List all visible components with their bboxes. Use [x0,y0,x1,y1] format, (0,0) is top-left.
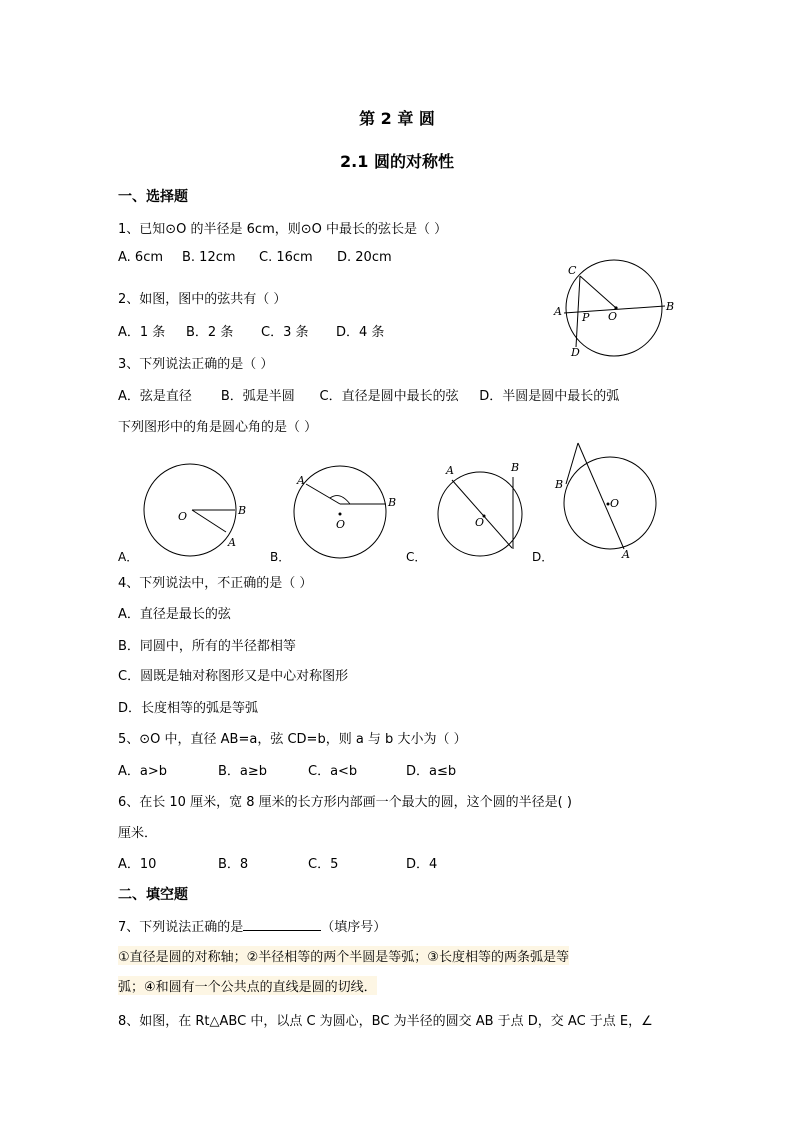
q2-label-c: C [568,264,577,277]
q2-label-o: O [608,310,618,323]
q6-text: 6、在长 10 厘米，宽 8 厘米的长方形内部画一个最大的圆，这个圆的半径是( ) [118,795,572,810]
q6-option-b: B．8 [218,857,249,872]
fig-d-label-b: B [555,478,564,491]
q7-statements-line2: 弧；④和圆有一个公共点的直线是圆的切线． [118,976,377,995]
q2-option-d: D．4 条 [336,325,385,340]
q2-option-c: C．3 条 [261,325,309,340]
fig-c-diameter [452,480,512,548]
fig-d-label-a: A [622,548,630,561]
fig-b-option-label: B． [270,550,291,564]
q2-circle [566,260,662,356]
q4-text: 4、下列说法中，不正确的是（ ） [118,576,313,591]
fig-c-label-a: A [446,464,454,477]
q6-option-c: C．5 [308,857,339,872]
fig-a-option-label: A． [118,550,139,564]
q5-options [118,760,456,779]
fig-b [286,460,406,560]
q7-text [118,916,386,935]
q1-option-b: B. 12cm [182,250,236,265]
fig-d [552,440,664,562]
q5-option-b: B．a≥b [218,764,268,779]
q2-circle-figure [550,258,680,363]
q1-options [118,250,392,265]
q5-option-d: D．a≤b [406,764,457,779]
q1-text: 1、已知⊙O 的半径是 6cm，则⊙O 中最长的弦长是（ ） [118,222,448,237]
fig-a [140,460,260,560]
q5-text: 5、⊙O 中，直径 AB=a，弦 CD=b，则 a 与 b 大小为（ ） [118,732,467,747]
fig-d-option-label: D． [532,550,554,564]
fig-b-label-a: A [297,474,305,487]
fig-d-secant [578,443,624,549]
chapter-title: 第 2 章 圆 [359,109,435,128]
q3b-text: 下列图形中的角是圆心角的是（ ） [118,420,318,435]
fig-b-label-b: B [388,496,397,509]
q7-text-pre: 7、下列说法正确的是 [118,920,244,935]
fig-c [430,460,540,560]
q5-option-a: A．a>b [118,764,168,779]
part1-heading: 一、选择题 [118,189,188,205]
q2-label-b: B [666,300,675,313]
fig-b-radius-a [306,484,340,504]
q7-statements-line1: ①直径是圆的对称轴；②半径相等的两个半圆是等弧；③长度相等的两条弧是等 [118,946,569,965]
q6-text-continued: 厘米． [118,826,158,841]
fig-b-center-dot [339,513,342,516]
section-title: 2.1 圆的对称性 [340,152,454,171]
fig-b-circle [294,466,386,558]
q1-option-a: A. 6cm [118,250,164,265]
q4-option-b: B．同圆中，所有的半径都相等 [118,639,296,654]
q2-option-b: B．2 条 [186,325,234,340]
q6-option-a: A．10 [118,857,157,872]
q6-options [118,853,437,872]
q2-option-a: A．1 条 [118,325,166,340]
q3-text: 3、下列说法正确的是（ ） [118,357,274,372]
q2-options [118,321,384,340]
q2-label-a: A [554,305,562,318]
q7-text-post: （填序号） [321,920,387,935]
fig-d-label-o: O [610,497,620,510]
q1-option-d: D. 20cm [337,250,392,265]
fig-c-option-label: C． [406,550,427,564]
q2-radius-co [580,276,616,308]
q2-text-label: 2、如图，图中的弦共有（ ） [118,292,287,307]
fig-b-label-o: O [336,518,346,531]
fig-a-label-o: O [178,510,188,523]
fig-a-label-b: B [238,504,247,517]
q4-option-d: D．长度相等的弧是等弧 [118,701,259,716]
q6-option-d: D．4 [406,857,438,872]
q5-option-c: C．a<b [308,764,358,779]
q4-option-a: A．直径是最长的弦 [118,607,231,622]
q2-label-p: P [582,311,590,324]
fig-c-circle [438,472,522,556]
q2-label-d: D [571,346,580,359]
fig-a-label-a: A [228,536,236,549]
q8-text: 8、如图，在 Rt△ABC 中，以点 C 为圆心，BC 为半径的圆交 AB 于点 D，交 AC 于点 E，∠ [118,1014,653,1029]
fig-a-radius-a [192,510,226,532]
fig-c-label-o: O [475,516,485,529]
q1-option-c: C. 16cm [259,250,313,265]
q4-option-c: C．圆既是轴对称图形又是中心对称图形 [118,669,349,684]
fig-c-label-b: B [511,461,520,474]
q7-answer-blank[interactable] [243,918,321,931]
q3-options: A．弦是直径 B．弧是半圆 C．直径是圆中最长的弦 D．半圆是圆中最长的弧 [118,389,620,404]
part2-heading: 二、填空题 [118,887,188,903]
